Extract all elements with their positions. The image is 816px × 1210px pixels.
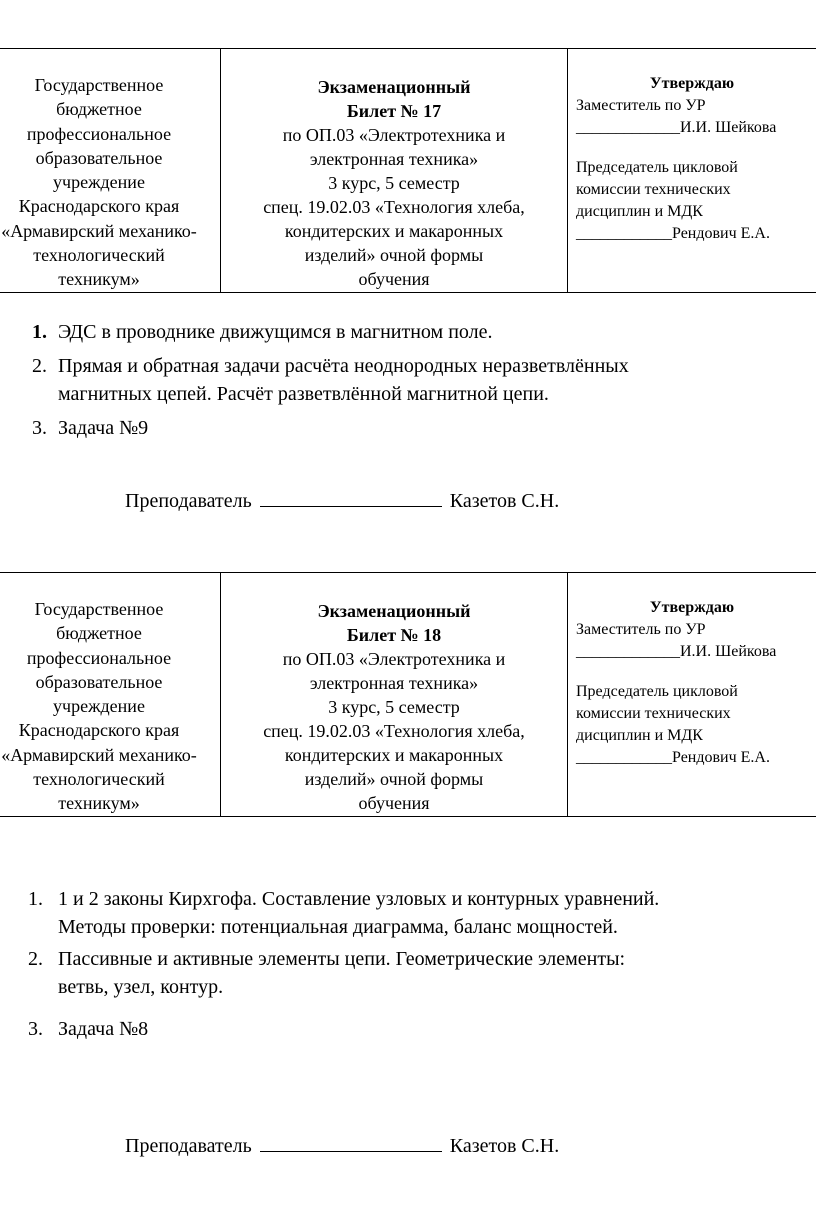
org-line: учреждение xyxy=(53,172,145,193)
deputy-title: Заместитель по УР xyxy=(576,97,706,114)
org-line: «Армавирский механико- xyxy=(1,220,197,241)
ticket-number: Билет № 18 xyxy=(346,625,442,645)
question-number: 2. xyxy=(28,948,43,970)
ticket-title: Экзаменационный xyxy=(317,601,471,621)
question-number: 3. xyxy=(32,417,47,439)
spec-line: обучения xyxy=(358,269,430,289)
org-line: Краснодарского края xyxy=(18,196,180,217)
org-line: Государственное xyxy=(34,75,164,95)
org-line: «Армавирский механико- xyxy=(1,744,197,765)
teacher-name: Казетов С.Н. xyxy=(449,490,560,512)
org-line: технологический xyxy=(33,769,165,790)
question-list xyxy=(0,318,816,442)
approve-heading: Утверждаю xyxy=(649,75,735,92)
approval-cell xyxy=(568,49,816,293)
signature-blank xyxy=(260,488,442,507)
spec-line: изделий» очной формы xyxy=(304,769,484,789)
question-text: Пассивные и активные элементы цепи. Геометрические элементы: xyxy=(58,948,626,970)
teacher-label: Преподаватель xyxy=(125,490,252,512)
teacher-signature-line xyxy=(125,1133,559,1158)
chair-title: дисциплин и МДК xyxy=(576,203,703,220)
organization-cell xyxy=(0,49,221,293)
spec-line: кондитерских и макаронных xyxy=(284,221,504,241)
teacher-name: Казетов С.Н. xyxy=(449,1135,560,1157)
approve-heading: Утверждаю xyxy=(649,599,735,616)
spec-line: кондитерских и макаронных xyxy=(284,745,504,765)
question-item xyxy=(0,945,816,1001)
question-number: 2. xyxy=(32,355,47,377)
spec-line: обучения xyxy=(358,793,430,813)
subject-line: электронная техника» xyxy=(309,673,479,693)
question-text: магнитных цепей. Расчёт разветвлённой магнитной цепи. xyxy=(58,383,549,405)
deputy-signature: _____________И.И. Шейкова xyxy=(576,643,777,660)
chair-title: комиссии технических xyxy=(576,181,731,198)
org-line: технологический xyxy=(33,245,165,266)
question-item xyxy=(0,1015,816,1043)
question-item xyxy=(0,414,816,442)
course-line: 3 курс, 5 семестр xyxy=(328,697,460,717)
chair-title: дисциплин и МДК xyxy=(576,727,703,744)
org-line: учреждение xyxy=(53,696,145,717)
org-line: профессиональное xyxy=(26,123,172,144)
chair-signature: ____________Рендович Е.А. xyxy=(576,225,770,242)
org-line: образовательное xyxy=(35,671,163,692)
subject-line: по ОП.03 «Электротехника и xyxy=(282,649,506,669)
spec-line: спец. 19.02.03 «Технология хлеба, xyxy=(263,197,525,217)
ticket-info-cell xyxy=(221,49,568,293)
question-text: Методы проверки: потенциальная диаграмма, баланс мощностей. xyxy=(58,916,618,938)
subject-line: по ОП.03 «Электротехника и xyxy=(282,125,506,145)
course-line: 3 курс, 5 семестр xyxy=(328,173,460,193)
question-item xyxy=(0,318,816,346)
org-line: техникум» xyxy=(58,269,140,290)
org-line: образовательное xyxy=(35,147,163,168)
chair-title: комиссии технических xyxy=(576,705,731,722)
subject-line: электронная техника» xyxy=(309,149,479,169)
ticket-info-cell xyxy=(221,573,568,817)
ticket-header-table xyxy=(0,48,816,293)
question-text: 1 и 2 законы Кирхгофа. Составление узловых и контурных уравнений. xyxy=(58,888,660,910)
question-item xyxy=(0,352,816,408)
question-text: ветвь, узел, контур. xyxy=(58,976,224,998)
spec-line: изделий» очной формы xyxy=(304,245,484,265)
question-text: ЭДС в проводнике движущимся в магнитном поле. xyxy=(58,321,493,343)
org-line: Государственное xyxy=(34,599,164,619)
question-text: Задача №8 xyxy=(58,1018,149,1040)
ticket-number: Билет № 17 xyxy=(346,101,442,121)
org-line: бюджетное xyxy=(56,99,142,120)
org-line: Краснодарского края xyxy=(18,720,180,741)
question-number: 1. xyxy=(32,321,47,343)
question-text: Задача №9 xyxy=(58,417,149,439)
org-line: профессиональное xyxy=(26,647,172,668)
org-line: техникум» xyxy=(58,793,140,814)
question-list xyxy=(0,885,816,1043)
question-number: 3. xyxy=(28,1018,43,1040)
chair-signature: ____________Рендович Е.А. xyxy=(576,749,770,766)
deputy-signature: _____________И.И. Шейкова xyxy=(576,119,777,136)
approval-cell xyxy=(568,573,816,817)
signature-blank xyxy=(260,1133,442,1152)
deputy-title: Заместитель по УР xyxy=(576,621,706,638)
org-line: бюджетное xyxy=(56,623,142,644)
teacher-label: Преподаватель xyxy=(125,1135,252,1157)
question-text: Прямая и обратная задачи расчёта неоднородных неразветвлённых xyxy=(58,355,629,377)
chair-title: Председатель цикловой xyxy=(576,159,738,176)
chair-title: Председатель цикловой xyxy=(576,683,738,700)
question-number: 1. xyxy=(28,888,43,910)
spec-line: спец. 19.02.03 «Технология хлеба, xyxy=(263,721,525,741)
ticket-header-table xyxy=(0,572,816,817)
teacher-signature-line xyxy=(125,488,559,513)
ticket-title: Экзаменационный xyxy=(317,77,471,97)
organization-cell xyxy=(0,573,221,817)
question-item xyxy=(0,885,816,941)
